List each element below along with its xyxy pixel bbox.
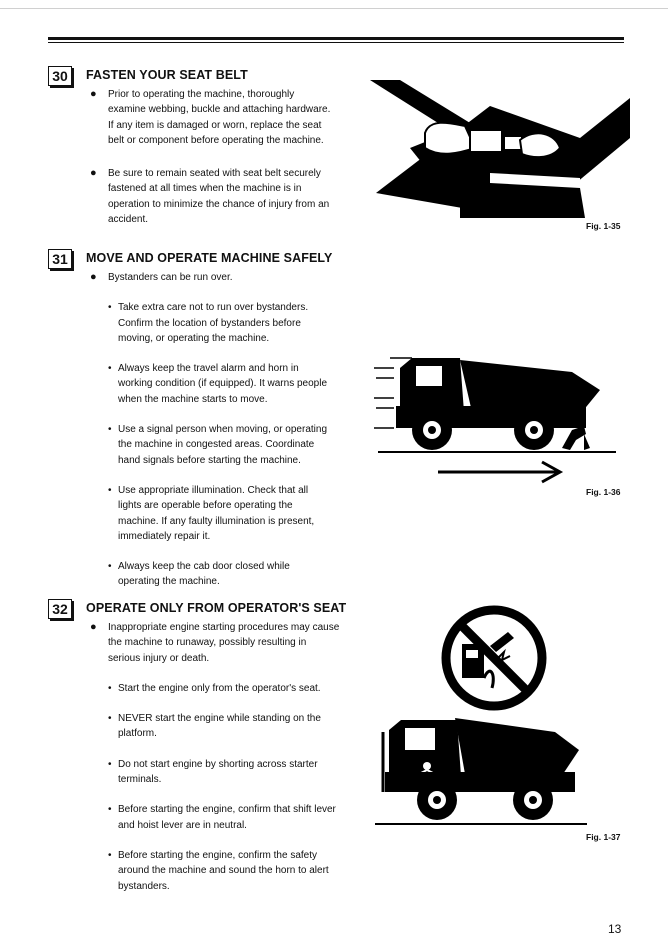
bullet-item: ● Inappropriate engine starting procedures may cause the machine to runaway, possibly resulting in serious injury or death.	[90, 621, 340, 664]
sub-item: • NEVER start the engine while standing on the platform.	[108, 713, 321, 740]
header-rule-thick	[48, 37, 624, 40]
sub-item: • Use a signal person when moving, or operating the machine in congested areas. Coordinate hand signals before starting the machine.	[108, 424, 328, 466]
sub-item: • Always keep the travel alarm and horn in working condition (if equipped). It warns people when the machine starts to move.	[108, 363, 328, 405]
figure-caption: Fig. 1-35	[586, 221, 621, 231]
section-number: 31	[48, 249, 72, 269]
bullet-item: ● Prior to operating the machine, thoroughly examine webbing, buckle and attaching hardware. If any item is damaged or worn, replace the seat belt or component before operating the machine.	[90, 88, 331, 146]
section-header	[48, 66, 358, 88]
bullet-dot: ●	[90, 167, 97, 180]
section-30	[48, 66, 358, 227]
header-rule-thin	[48, 42, 624, 43]
sub-item: • Do not start engine by shorting across starter terminals.	[108, 758, 318, 786]
sub-item: • Before starting the engine, confirm the safety around the machine and sound the horn to alert bystanders.	[108, 849, 329, 892]
dump-truck-bystander-illustration	[372, 350, 622, 485]
prohibition-sign-icon	[440, 604, 548, 712]
section-header	[48, 249, 358, 271]
bullet-item: ● Bystanders can be run over.	[48, 270, 358, 285]
dump-truck-operator-illustration	[375, 714, 590, 829]
section-title: MOVE AND OPERATE MACHINE SAFELY	[86, 251, 333, 265]
top-divider	[0, 8, 668, 9]
sub-item: • Before starting the engine, confirm that shift lever and hoist lever are in neutral.	[108, 804, 336, 831]
sub-item: • Start the engine only from the operator's seat.	[108, 682, 321, 694]
figure-caption: Fig. 1-37	[586, 832, 621, 842]
section-31	[48, 249, 358, 590]
section-title: OPERATE ONLY FROM OPERATOR'S SEAT	[86, 601, 347, 615]
section-header	[48, 599, 358, 621]
bullet-dot: ●	[90, 271, 97, 283]
section-32	[48, 599, 358, 894]
sub-item: • Always keep the cab door closed while operating the machine.	[108, 561, 290, 588]
sub-item: • Use appropriate illumination. Check that all lights are operable before operating the machine. If any faulty illumination is present, immediately repair it.	[108, 484, 315, 542]
seat-belt-illustration	[370, 78, 630, 223]
page-number: 13	[608, 922, 622, 936]
bullet-item: ● Be sure to remain seated with seat belt securely fastened at all times when the machine is in operation to minimize the chance of injury from an accident.	[90, 167, 330, 226]
section-title: FASTEN YOUR SEAT BELT	[86, 68, 248, 82]
section-number: 30	[48, 66, 72, 86]
bullet-dot: ●	[90, 88, 97, 100]
figure-caption: Fig. 1-36	[586, 487, 621, 497]
bullet-dot: ●	[90, 621, 97, 633]
sub-item: • Take extra care not to run over bystanders. Confirm the location of bystanders before moving, or operating the machine.	[108, 302, 309, 344]
section-number: 32	[48, 599, 72, 619]
